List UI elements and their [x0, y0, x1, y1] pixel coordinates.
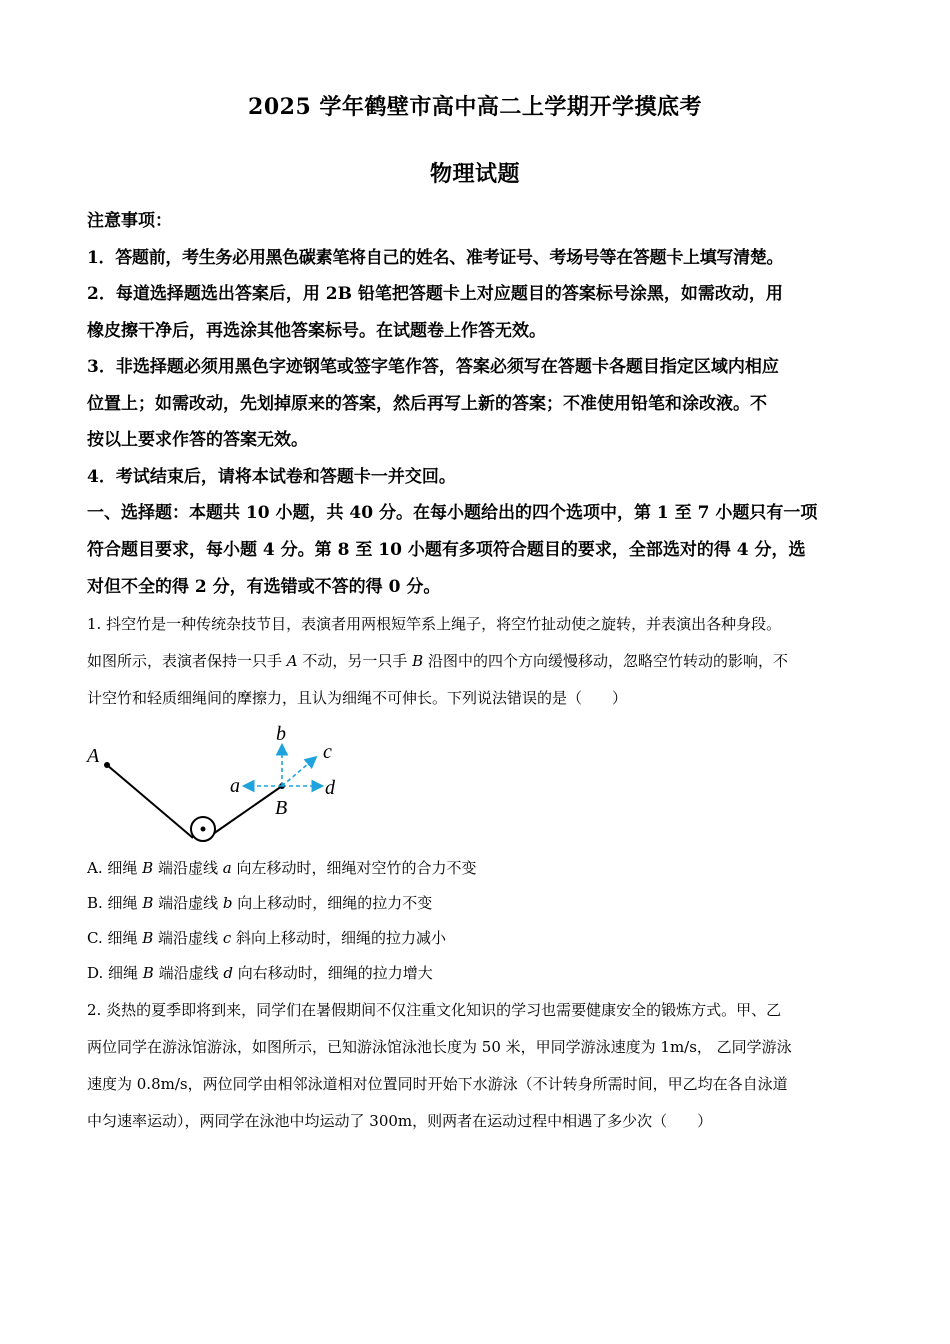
- notice-item-3: 3．非选择题必须用黑色字迹钢笔或签字笔作答，答案必须写在答题卡各题目指定区域内相应: [87, 357, 779, 377]
- label-b-point: B: [275, 797, 288, 819]
- q1-line-3: 计空竹和轻质细绳间的摩擦力，且认为细绳不可伸长。下列说法错误的是（ ）: [87, 689, 628, 707]
- q1-option-b: B. 细绳 B 端沿虚线 b 向上移动时，细绳的拉力不变: [87, 894, 433, 912]
- arrow-c: [282, 758, 315, 786]
- rope-right: [213, 786, 282, 834]
- q1-line-1: 1. 抖空竹是一种传统杂技节目，表演者用两根短竿系上绳子，将空竹扯动使之旋转，并表演出各种身段。: [87, 615, 782, 633]
- q1-diagram: [85, 722, 355, 852]
- exam-title: 2025 学年鹤壁市高中高二上学期开学摸底考: [248, 94, 702, 120]
- label-dir-b: b: [276, 723, 286, 745]
- label-a-point: A: [87, 745, 100, 767]
- section1-line-2: 符合题目要求，每小题 4 分。第 8 至 10 小题有多项符合题目的要求，全部选对的得 4 分，选: [87, 540, 806, 560]
- notice-heading: 注意事项：: [87, 211, 172, 231]
- q1-option-c: C. 细绳 B 端沿虚线 c 斜向上移动时，细绳的拉力减小: [87, 929, 447, 947]
- notice-item-3-cont: 位置上；如需改动，先划掉原来的答案，然后再写上新的答案；不准使用铅笔和涂改液。不: [87, 394, 767, 414]
- section1-line-1: 一、选择题：本题共 10 小题，共 40 分。在每小题给出的四个选项中，第 1 至 7 小题只有一项: [87, 503, 818, 523]
- q2-line-3: 速度为 0.8m/s，两位同学由相邻泳道相对位置同时开始下水游泳（不计转身所需时间，甲乙均在各自泳道: [87, 1075, 788, 1093]
- notice-item-1: 1．答题前，考生务必用黑色碳素笔将自己的姓名、准考证号、考场号等在答题卡上填写清楚。: [87, 248, 784, 268]
- notice-item-3-cont2: 按以上要求作答的答案无效。: [87, 430, 308, 450]
- q2-line-1: 2. 炎热的夏季即将到来，同学们在暑假期间不仅注重文化知识的学习也需要健康安全的锻炼方式。甲、乙: [87, 1001, 782, 1019]
- label-dir-a: a: [230, 775, 240, 797]
- q1-option-d: D. 细绳 B 端沿虚线 d 向右移动时，细绳的拉力增大: [87, 964, 433, 982]
- label-dir-d: d: [325, 777, 335, 799]
- section1-line-3: 对但不全的得 2 分，有选错或不答的得 0 分。: [87, 577, 441, 597]
- point-a: [104, 762, 110, 768]
- q2-line-4: 中匀速率运动），两同学在泳池中均运动了 300m，则两者在运动过程中相遇了多少次（ ）: [87, 1112, 713, 1130]
- q1-option-a: A. 细绳 B 端沿虚线 a 向左移动时，细绳对空竹的合力不变: [87, 859, 477, 877]
- label-dir-c: c: [323, 741, 332, 763]
- notice-item-4: 4．考试结束后，请将本试卷和答题卡一并交回。: [87, 467, 456, 487]
- exam-subtitle: 物理试题: [429, 161, 520, 187]
- notice-item-2: 2．每道选择题选出答案后，用 2B 铅笔把答题卡上对应题目的答案标号涂黑，如需改动，用: [87, 284, 783, 304]
- q2-line-2: 两位同学在游泳馆游泳，如图所示，已知游泳馆泳池长度为 50 米，甲同学游泳速度为 1m/s， 乙同学游泳: [87, 1038, 792, 1056]
- notice-item-2-cont: 橡皮擦干净后，再选涂其他答案标号。在试题卷上作答无效。: [87, 321, 546, 341]
- rope-left: [107, 765, 193, 838]
- q1-line-2: 如图所示，表演者保持一只手 A 不动，另一只手 B 沿图中的四个方向缓慢移动，忽略空竹转动的影响，不: [87, 652, 788, 670]
- q1-figure: [85, 722, 355, 856]
